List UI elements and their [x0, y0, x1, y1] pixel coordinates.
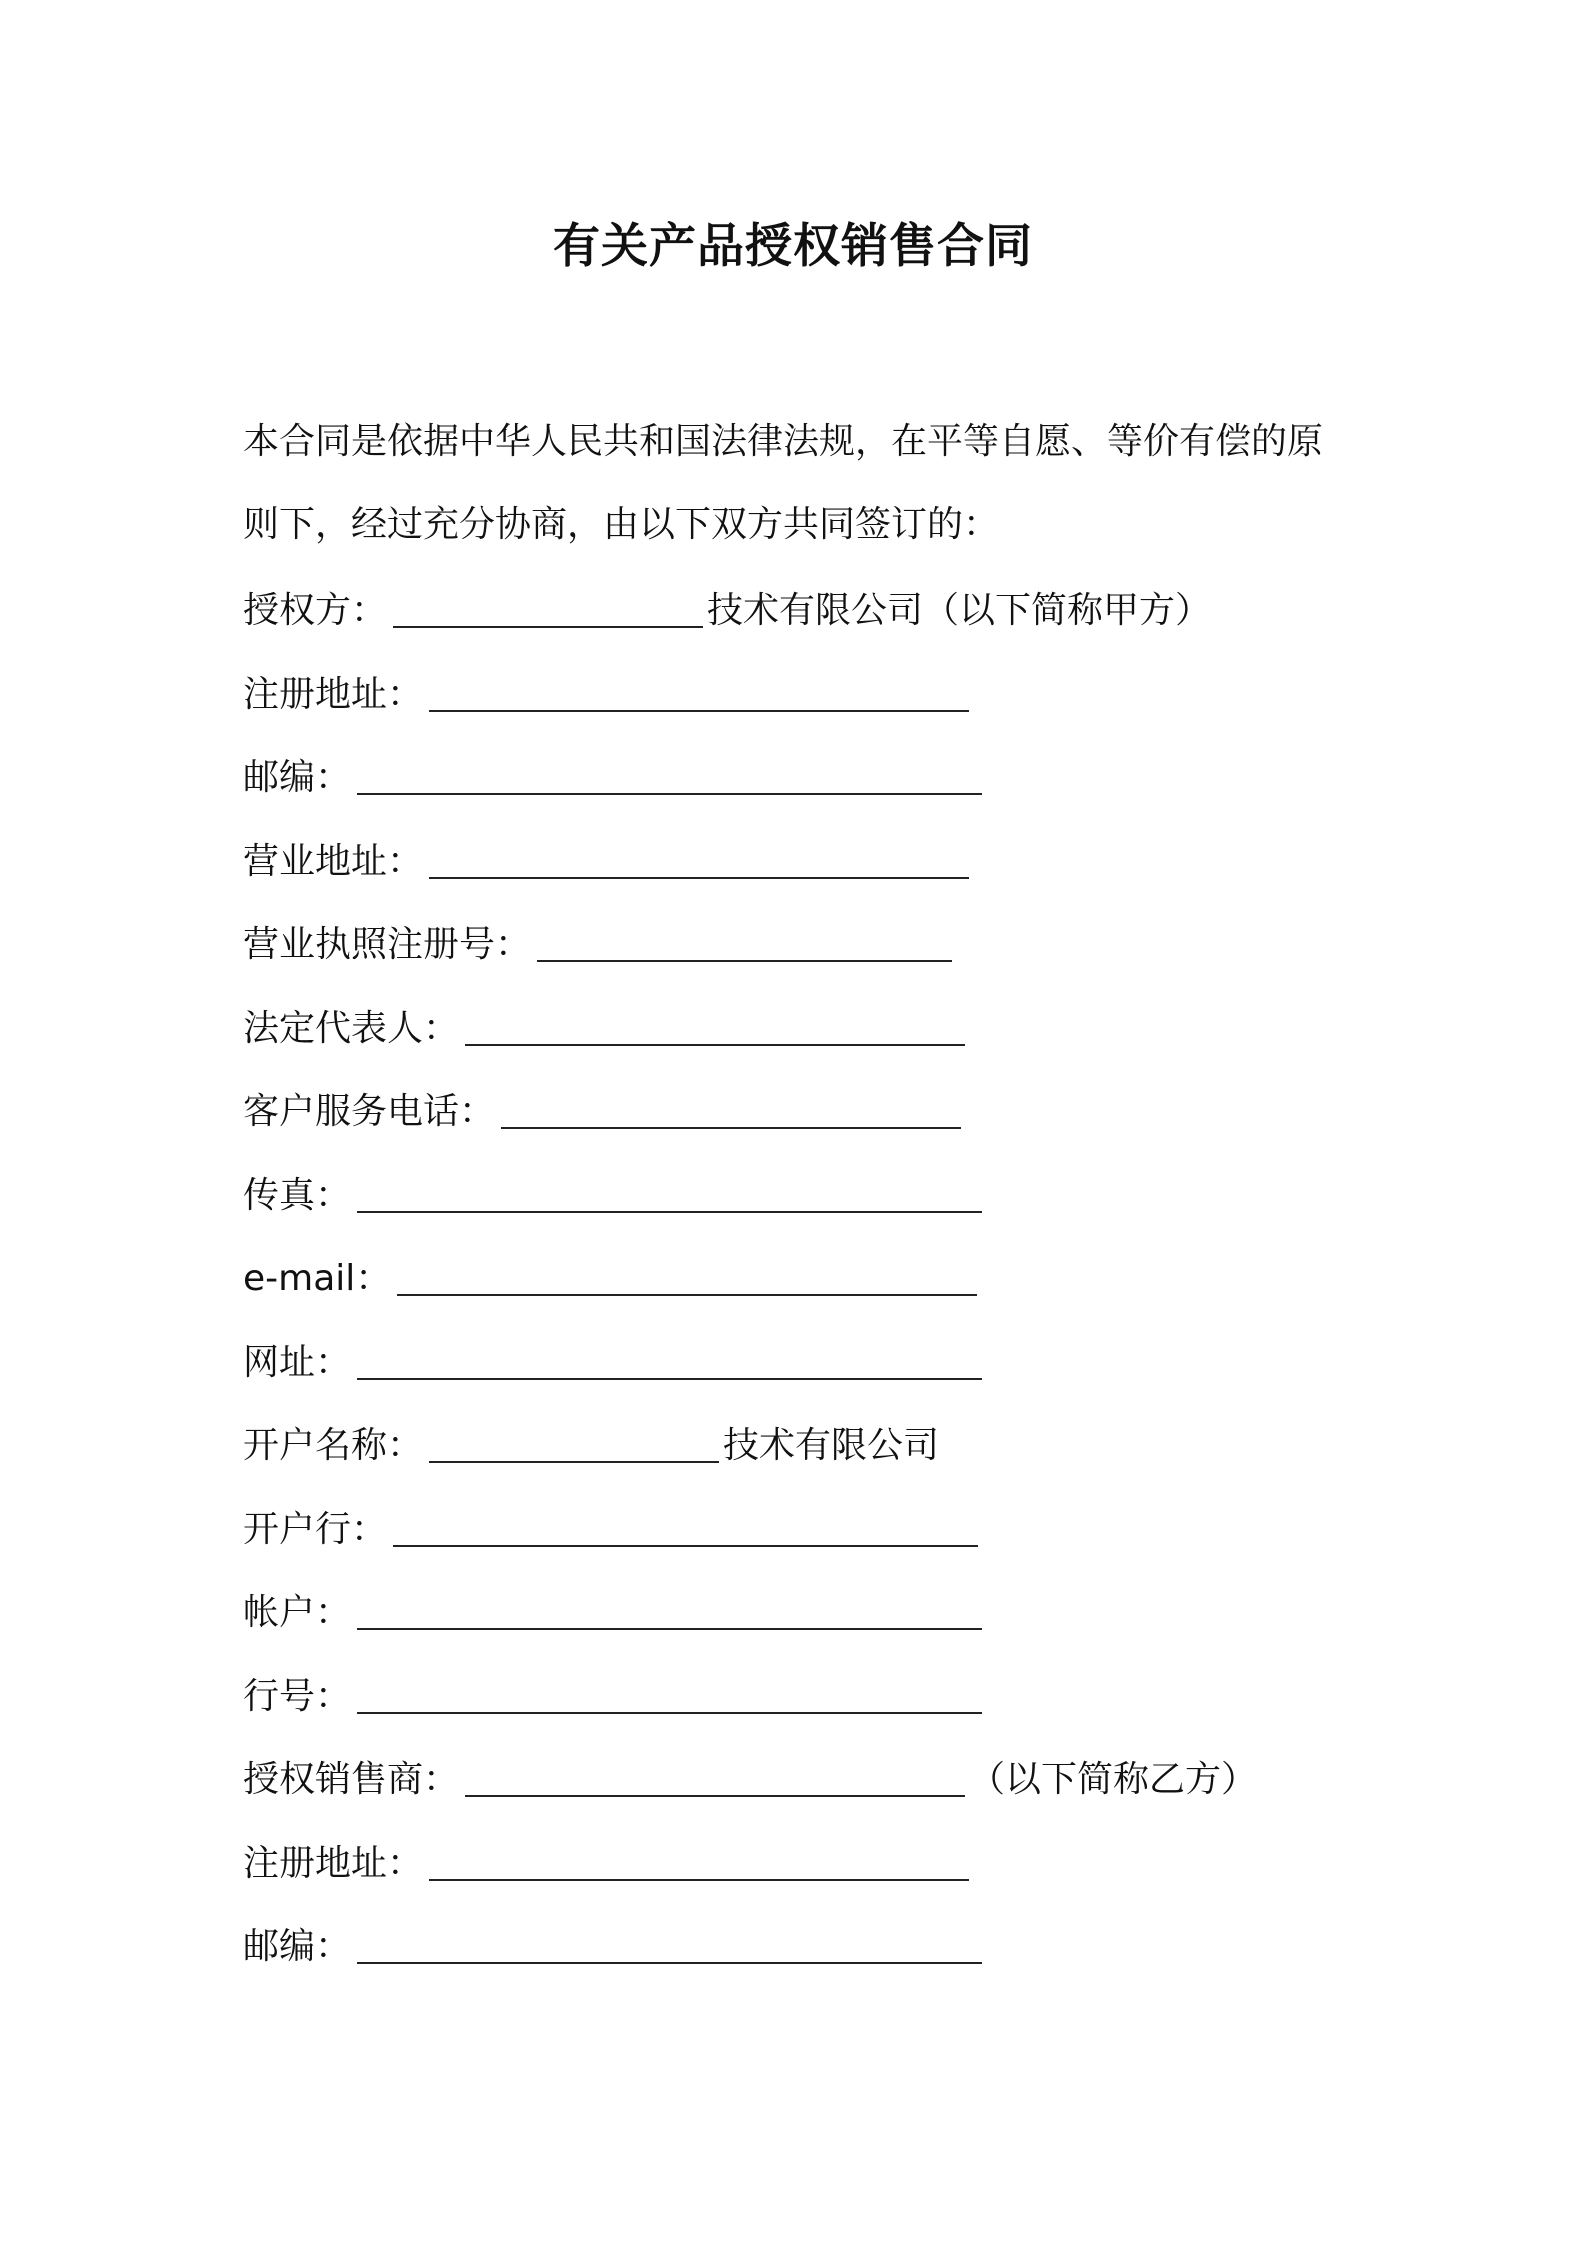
field-label: 法定代表人：: [243, 1007, 460, 1049]
field-label: 行号：: [243, 1675, 352, 1717]
field-label: 网址：: [243, 1341, 352, 1383]
fill-in-blank: [429, 660, 969, 712]
fill-in-blank: [357, 1578, 982, 1630]
field-legal-representative: [243, 994, 1443, 1078]
field-label: 邮编：: [243, 757, 352, 798]
field-label: 帐户：: [243, 1592, 352, 1633]
fill-in-blank: [357, 743, 982, 795]
field-label: 授权方：: [243, 590, 388, 631]
field-label: 客户服务电话：: [243, 1091, 496, 1132]
field-label: 营业地址：: [243, 840, 424, 882]
fill-in-blank: [501, 1077, 961, 1129]
party-info-fields: [243, 576, 1443, 1996]
fill-in-blank: [357, 1912, 982, 1964]
field-label: 开户行：: [243, 1508, 388, 1550]
fill-in-blank: [393, 1495, 978, 1547]
field-postcode-2: [243, 1912, 1443, 1996]
intro-paragraph: 本合同是依据中华人民共和国法律法规，在平等自愿、等价有偿的原则下，经过充分协商，由以下双方共同签订的：: [243, 421, 1324, 545]
fill-in-blank: [357, 1328, 982, 1380]
fill-in-blank: [429, 1411, 719, 1463]
fill-in-blank: [465, 1745, 965, 1797]
field-business-license-number: [243, 910, 1443, 994]
fill-in-blank: [429, 1829, 969, 1881]
document-title: 有关产品授权销售合同: [553, 219, 1033, 274]
field-label: 注册地址：: [243, 1842, 424, 1884]
field-suffix: 技术有限公司（以下简称甲方）: [707, 590, 1212, 631]
field-customer-service-phone: [243, 1077, 1443, 1161]
field-postcode: [243, 743, 1443, 827]
field-account-name: [243, 1411, 1443, 1495]
field-suffix: （以下简称乙方）: [969, 1759, 1258, 1800]
field-website: [243, 1328, 1443, 1412]
field-label: 营业执照注册号：: [243, 924, 532, 965]
field-suffix: 技术有限公司: [723, 1425, 940, 1466]
field-account-number: [243, 1578, 1443, 1662]
field-label: 注册地址：: [243, 673, 424, 715]
fill-in-blank: [357, 1161, 982, 1213]
field-label: 传真：: [243, 1174, 352, 1216]
field-business-address: [243, 827, 1443, 911]
field-label: 开户名称：: [243, 1425, 424, 1466]
field-label: 邮编：: [243, 1926, 352, 1967]
fill-in-blank: [393, 576, 703, 628]
field-label: e-mail：: [243, 1258, 392, 1299]
fill-in-blank: [429, 827, 969, 879]
field-label: 授权销售商：: [243, 1759, 460, 1800]
field-email: [243, 1244, 1443, 1328]
fill-in-blank: [397, 1244, 977, 1296]
field-bank: [243, 1495, 1443, 1579]
fill-in-blank: [465, 994, 965, 1046]
field-licensor: [243, 576, 1443, 660]
field-bank-code: [243, 1662, 1443, 1746]
fill-in-blank: [357, 1662, 982, 1714]
field-fax: [243, 1161, 1443, 1245]
fill-in-blank: [537, 910, 952, 962]
field-authorized-distributor: [243, 1745, 1443, 1829]
field-registered-address: [243, 660, 1443, 744]
field-registered-address-2: [243, 1829, 1443, 1913]
